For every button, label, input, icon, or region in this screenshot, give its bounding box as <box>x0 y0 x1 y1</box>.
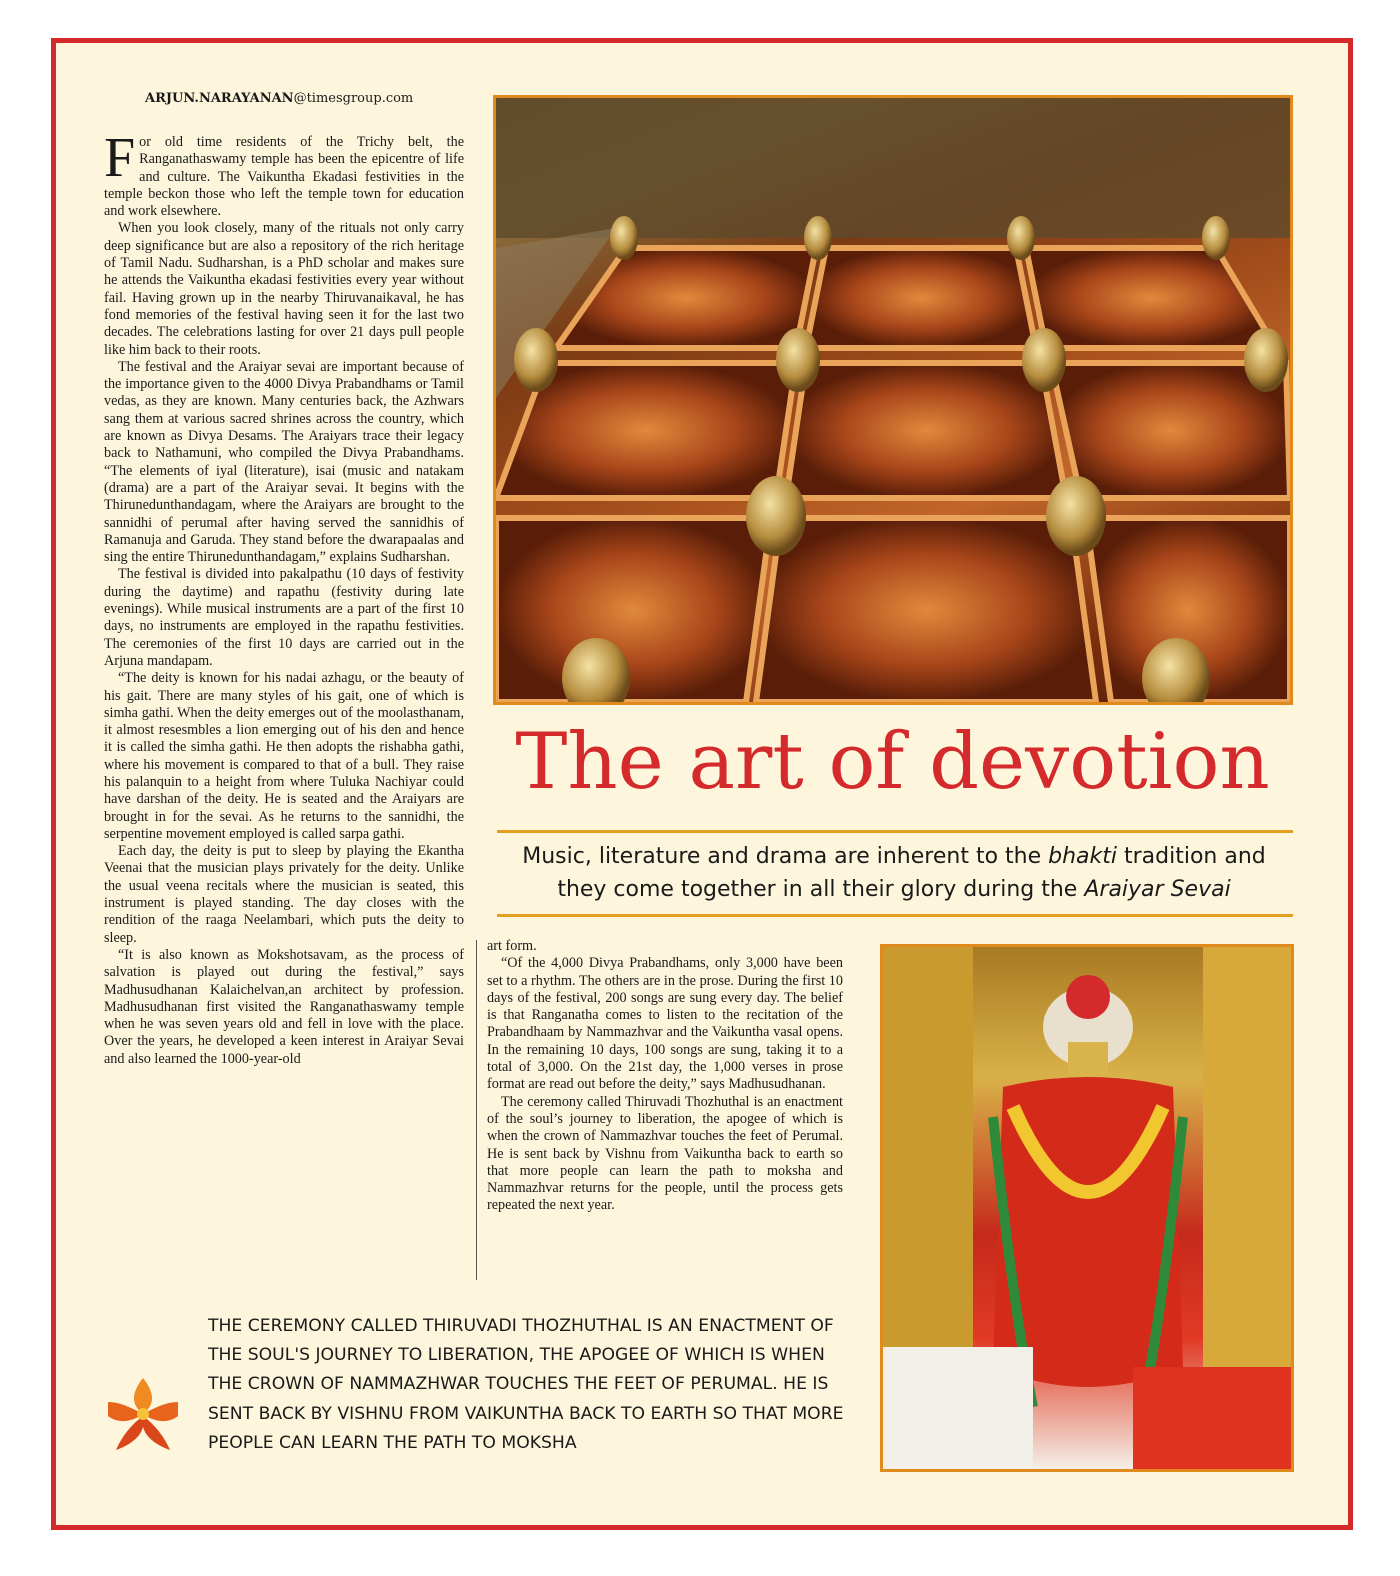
body-paragraph-10: The ceremony called Thiruvadi Thozhuthal is an enactment of the soul’s journey to liberation, the apogee of which is when the crown of Nammazhvar touches the feet of Perumal. He is sent back by Vishnu from Vaikuntha back to earth so that more people can learn the path to moksha and Nammazhvar returns for the people, until the process gets repeated the next year. <box>487 1093 843 1214</box>
deck <box>500 840 1288 906</box>
headline: The art of devotion <box>515 717 1270 807</box>
body-paragraph-2: When you look closely, many of the rituals not only carry deep significance but are also a repository of the rich heritage of Tamil Nadu. Sudharshan, is a PhD scholar and makes sure he attends the Vaikuntha ekadasi festivities every year without fail. Having grown up in the nearby Thiruvanaikaval, he has fond memories of the festival having seen it for the last two decades. The celebrations lasting for over 21 days pull people like him back to their roots. <box>104 220 464 358</box>
body-paragraph-6: Each day, the deity is put to sleep by playing the Ekantha Veenai that the musician plays privately for the deity. Unlike the usual veena recitals where the musician is seated, this instrument is played standing. The day closes with the rendition of the raaga Neelambari, which puts the deity to sleep. <box>104 843 464 946</box>
drop-cap: F <box>104 127 136 189</box>
byline-domain: @timesgroup.com <box>293 91 414 106</box>
flower-ornament-icon <box>102 1372 184 1456</box>
deck-line-1: Music, literature and drama are inherent to the bhakti tradition and <box>522 844 1266 869</box>
body-paragraph-3: The festival and the Araiyar sevai are important because of the importance given to the 4000 Divya Prabandhams or Tamil vedas, as they are known. Many centuries back, the Azhwars sang them at various sacred shrines across the country, which are known as Divya Desams. The Araiyars trace their legacy back to Nathamuni, who compiled the Divya Prabandhams. “The elements of iyal (literature), isai (music and natakam (drama) are a part of the Araiyar sevai. It begins with the Thirunedunthandagam, where the Araiyars are brought to the sannidhi of perumal after having served the sannidhis of Ramanuja and Garuda. They stand before the dwarapaalas and sing the entire Thirunedunthandagam,” explains Sudharshan. <box>104 358 464 566</box>
body-paragraph-1: For old time residents of the Trichy belt, the Ranganathaswamy temple has been the epicentre of life and culture. The Vaikuntha Ekadasi festivities in the temple beckon those who left the temple town for education and work elsewhere. <box>104 127 464 220</box>
carved-ceiling-illustration <box>496 98 1290 702</box>
deity-illustration <box>883 947 1291 1469</box>
body-paragraph-7: “It is also known as Mokshotsavam, as the process of salvation is played out during the festival,” says Madhusudhanan Kalaichelvan,an architect by profession. Madhusudhanan first visited the Ranganathaswamy temple when he was seven years old and fell in love with the place. Over the years, he developed a keen interest in Araiyar Sevai and also learned the 1000-year-old <box>104 946 464 1067</box>
deck-rule-bottom <box>497 914 1293 917</box>
deity-photo <box>880 944 1294 1472</box>
body-paragraph-5: “The deity is known for his nadai azhagu, or the beauty of his gait. There are many styles of his gait, one of which is simha gathi. When the deity emerges out of the moolasthanam, it almost resesmbles a lion emerging out of his den and hence it is called the simha gathi. He then adopts the rishabha gathi, where his movement is compared to that of a bull. They raise his palanquin to a height from where Tuluka Nachiyar could have darshan of the deity. He is seated and the Araiyars are brought in for the sevai. As he returns to the sannidhi, the serpentine movement employed is called sarpa gathi. <box>104 670 464 842</box>
pull-quote: THE CEREMONY CALLED THIRUVADI THOZHUTHAL IS AN ENACTMENT OF THE SOUL'S JOURNEY TO LIBERATION, THE APOGEE OF WHICH IS WHEN THE CROWN OF NAMMAZHWAR TOUCHES THE FEET OF PERUMAL. HE IS SENT BACK BY VISHNU FROM VAIKUNTHA BACK TO EARTH SO THAT MORE PEOPLE CAN LEARN THE PATH TO MOKSHA <box>208 1316 844 1453</box>
byline-name: ARJUN.NARAYANAN <box>145 91 294 106</box>
body-column-2 <box>487 938 843 1215</box>
body-paragraph-4: The festival is divided into pakalpathu (10 days of festivity during the daytime) and rapathu (festivity during late evenings). While musical instruments are a part of the first 10 days, no instruments are employed in the rapathu festivities. The ceremonies of the first 10 days are carried out in the Arjuna mandapam. <box>104 566 464 669</box>
body-column-1 <box>104 127 464 1068</box>
temple-ceiling-photo <box>493 95 1293 705</box>
byline <box>145 91 465 106</box>
body-paragraph-8: art form. <box>487 938 537 954</box>
body-paragraph-9: “Of the 4,000 Divya Prabandhams, only 3,000 have been set to a rhythm. The others are in the prose. During the first 10 days of the festival, 200 songs are sung every day. The belief is that Ranganatha comes to listen to the recitation of the Prabandhaam by Nammazhvar and the Vaikuntha vasal opens. In the remaining 10 days, 100 songs are sung, taking it to a total of 3,000. On the 21st day, the 1,000 verses in prose format are read out before the deity,” says Madhusudhanan. <box>487 955 843 1093</box>
column-divider <box>476 940 477 1280</box>
deck-line-2: they come together in all their glory during the Araiyar Sevai <box>557 877 1231 902</box>
deck-rule-top <box>497 830 1293 833</box>
